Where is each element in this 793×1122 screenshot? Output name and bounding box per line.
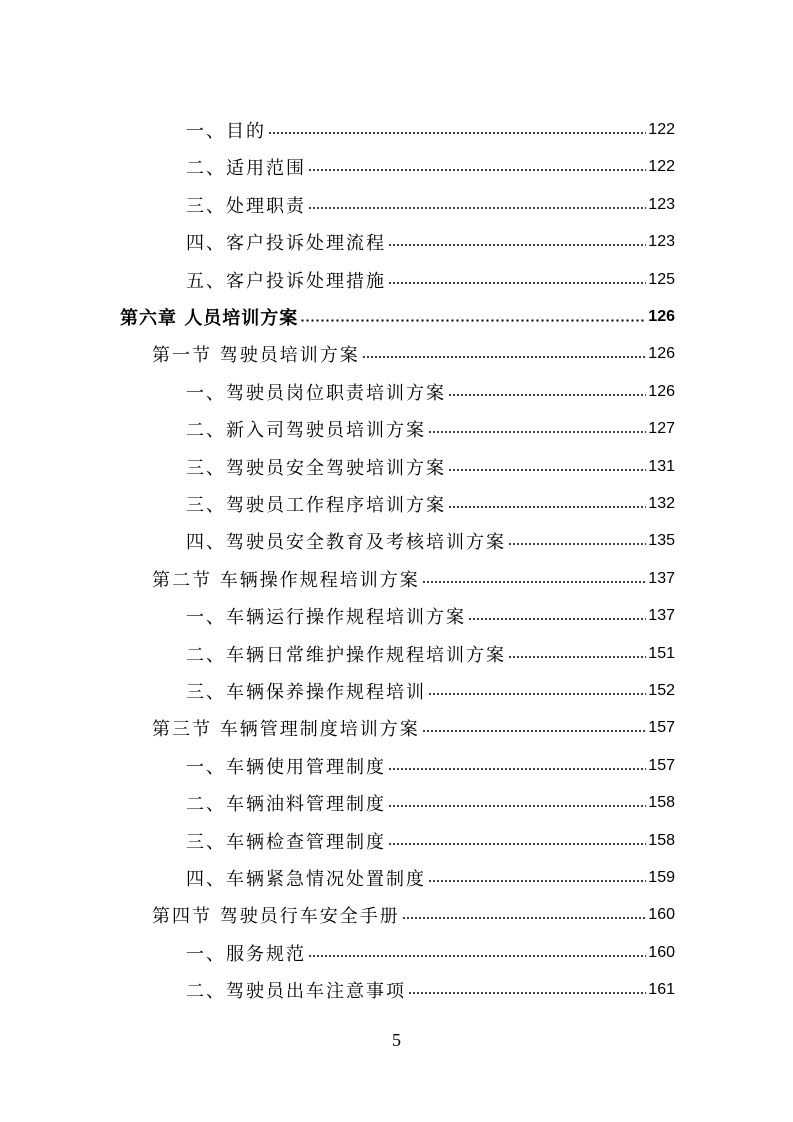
toc-entry-page: 132 bbox=[648, 495, 675, 512]
dot-leader bbox=[308, 955, 646, 957]
toc-entry-title: 一、服务规范 bbox=[186, 944, 306, 965]
toc-entry-page: 157 bbox=[648, 757, 675, 774]
toc-entry-title: 三、车辆检查管理制度 bbox=[186, 832, 386, 853]
toc-entry[interactable] bbox=[186, 262, 675, 298]
toc-entry[interactable] bbox=[186, 935, 675, 971]
toc-section-entry[interactable] bbox=[152, 561, 675, 597]
toc-entry-title: 二、车辆日常维护操作规程培训方案 bbox=[186, 645, 506, 666]
toc-entry-page: 137 bbox=[648, 607, 675, 624]
dot-leader bbox=[300, 319, 646, 322]
toc-section-entry[interactable] bbox=[152, 897, 675, 933]
toc-entry-page: 135 bbox=[648, 532, 675, 549]
dot-leader bbox=[428, 431, 646, 433]
toc-entry-title: 第六章 人员培训方案 bbox=[120, 308, 299, 329]
toc-entry[interactable] bbox=[186, 748, 675, 784]
toc-entry-title: 一、车辆使用管理制度 bbox=[186, 757, 386, 778]
toc-entry[interactable] bbox=[186, 187, 675, 223]
dot-leader bbox=[422, 730, 647, 732]
dot-leader bbox=[388, 244, 646, 246]
toc-entry-title: 第一节 驾驶员培训方案 bbox=[152, 345, 360, 366]
toc-entry-page: 152 bbox=[648, 682, 675, 699]
dot-leader bbox=[408, 992, 646, 994]
toc-entry-title: 一、驾驶员岗位职责培训方案 bbox=[186, 383, 446, 404]
toc-entry-title: 一、车辆运行操作规程培训方案 bbox=[186, 607, 466, 628]
toc-entry[interactable] bbox=[186, 112, 675, 148]
toc-entry-page: 137 bbox=[648, 570, 675, 587]
toc-section-entry[interactable] bbox=[152, 710, 675, 746]
toc-entry[interactable] bbox=[186, 673, 675, 709]
toc-entry-page: 161 bbox=[648, 981, 675, 998]
toc-entry-title: 二、车辆油料管理制度 bbox=[186, 794, 386, 815]
toc-entry-page: 126 bbox=[648, 308, 675, 325]
toc-entry-title: 一、目的 bbox=[186, 121, 266, 142]
toc-entry-title: 四、客户投诉处理流程 bbox=[186, 233, 386, 254]
dot-leader bbox=[448, 506, 646, 508]
dot-leader bbox=[308, 169, 646, 171]
dot-leader bbox=[428, 693, 646, 695]
toc-entry-page: 125 bbox=[648, 271, 675, 288]
toc-entry-page: 126 bbox=[648, 383, 675, 400]
toc-entry-page: 160 bbox=[648, 944, 675, 961]
toc-entry-page: 122 bbox=[648, 121, 675, 138]
toc-entry-title: 第二节 车辆操作规程培训方案 bbox=[152, 570, 420, 591]
toc-entry-title: 三、车辆保养操作规程培训 bbox=[186, 682, 426, 703]
toc-entry-page: 160 bbox=[648, 906, 675, 923]
toc-entry-page: 131 bbox=[648, 458, 675, 475]
toc-entry[interactable] bbox=[186, 598, 675, 634]
dot-leader bbox=[428, 880, 646, 882]
toc-entry-page: 122 bbox=[648, 158, 675, 175]
toc-entry-page: 127 bbox=[648, 420, 675, 437]
toc-entry[interactable] bbox=[186, 486, 675, 522]
dot-leader bbox=[362, 356, 647, 358]
toc-entry-page: 151 bbox=[648, 645, 675, 662]
toc-entry-title: 四、驾驶员安全教育及考核培训方案 bbox=[186, 532, 506, 553]
dot-leader bbox=[388, 768, 646, 770]
dot-leader bbox=[468, 618, 646, 620]
toc-entry[interactable] bbox=[186, 374, 675, 410]
toc-entry-title: 二、驾驶员出车注意事项 bbox=[186, 981, 406, 1002]
toc-entry[interactable] bbox=[186, 449, 675, 485]
dot-leader bbox=[308, 207, 646, 209]
dot-leader bbox=[508, 543, 646, 545]
dot-leader bbox=[422, 581, 647, 583]
dot-leader bbox=[388, 805, 646, 807]
toc-entry-page: 158 bbox=[648, 794, 675, 811]
toc-entry-title: 三、驾驶员安全驾驶培训方案 bbox=[186, 458, 446, 479]
toc-entry-page: 158 bbox=[648, 832, 675, 849]
dot-leader bbox=[388, 282, 646, 284]
toc-entry[interactable] bbox=[186, 823, 675, 859]
toc-entry-title: 三、处理职责 bbox=[186, 196, 306, 217]
toc-entry-title: 第三节 车辆管理制度培训方案 bbox=[152, 719, 420, 740]
toc-entry[interactable] bbox=[186, 149, 675, 185]
toc-entry[interactable] bbox=[186, 785, 675, 821]
dot-leader bbox=[448, 469, 646, 471]
toc-entry-page: 126 bbox=[648, 345, 675, 362]
page-number: 5 bbox=[392, 1030, 401, 1050]
toc-entry-title: 四、车辆紧急情况处置制度 bbox=[186, 869, 426, 890]
toc-entry[interactable] bbox=[186, 224, 675, 260]
toc-entry-title: 五、客户投诉处理措施 bbox=[186, 271, 386, 292]
toc-entry-title: 二、适用范围 bbox=[186, 158, 306, 179]
toc-entry-page: 159 bbox=[648, 869, 675, 886]
toc-entry[interactable] bbox=[186, 972, 675, 1008]
toc-entry-title: 第四节 驾驶员行车安全手册 bbox=[152, 906, 400, 927]
dot-leader bbox=[448, 394, 646, 396]
toc-entry-page: 157 bbox=[648, 719, 675, 736]
toc-entry-title: 二、新入司驾驶员培训方案 bbox=[186, 420, 426, 441]
toc-entry[interactable] bbox=[186, 523, 675, 559]
dot-leader bbox=[388, 843, 646, 845]
toc-entry[interactable] bbox=[186, 636, 675, 672]
dot-leader bbox=[508, 656, 646, 658]
toc-entry-title: 三、驾驶员工作程序培训方案 bbox=[186, 495, 446, 516]
dot-leader bbox=[402, 917, 647, 919]
toc-entry[interactable] bbox=[186, 411, 675, 447]
toc-entry[interactable] bbox=[186, 860, 675, 896]
toc-chapter-entry[interactable] bbox=[120, 299, 675, 335]
toc-entry-page: 123 bbox=[648, 196, 675, 213]
dot-leader bbox=[268, 132, 646, 134]
toc-section-entry[interactable] bbox=[152, 336, 675, 372]
toc-entry-page: 123 bbox=[648, 233, 675, 250]
